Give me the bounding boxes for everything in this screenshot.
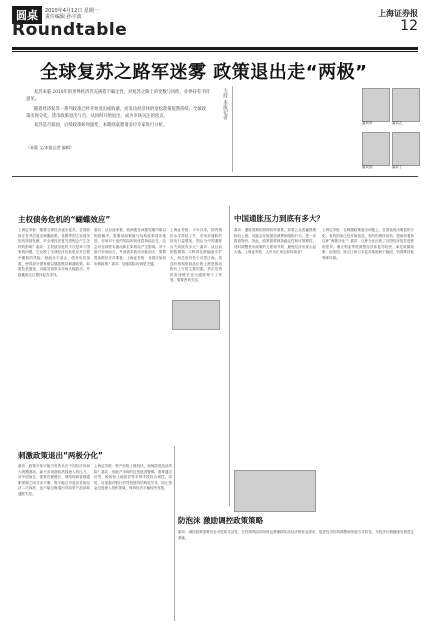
column-divider bbox=[174, 446, 175, 621]
host-label: 主持 本报记者 bbox=[222, 88, 228, 120]
intro-paragraph: 复苏是否稳固，后续政策如何演变，本期圆桌邀请多位专家进行分析。 bbox=[34, 123, 168, 129]
column-divider bbox=[229, 206, 230, 506]
header-rule-thin bbox=[12, 51, 418, 52]
section-title-en: Roundtable bbox=[12, 20, 128, 40]
article-column: 嘉宾：政策分化可能引发资本在不同经济体间大规模流动，新兴市场面临热钱流入的压力。对中国而言，需要在保增长、调结构和管理通胀预期之间寻求平衡，既不能过早退出导致经济二次探底，也不能过晚退出导致资产泡沫和通胀失控。 bbox=[18, 464, 90, 496]
article-column: 嘉宾：通胀预期的管理同样重要。如果公众普遍预期物价上涨，可能会导致提前消费和囤积行为，进一步推高物价。因此，政策需要保持稳定性和可预期性，适时调整货币政策的力度和节奏，避免经济出现大起大落。上海证券报：人民币汇率会如何演变？ bbox=[234, 228, 316, 255]
guest-name: 嘉宾乙 bbox=[392, 121, 403, 125]
date-line: 2010年4月12日 星期一 bbox=[45, 8, 99, 14]
article-column: 嘉宾：从目前来看，欧洲债务问题短期内难以彻底解决，需要财政紧缩与结构改革同步推进。市场对于违约风险的担忧将持续存在，这会对全球资本流动和汇率格局产生影响。对于新兴市场而言，外部需求波动可能加大，需要提前做好应对准备。上海证券报：各国应如何协调政策？嘉宾：加强国际协调是关键。 bbox=[94, 228, 166, 266]
article-column: 嘉宾：调控政策需要有针对性和灵活性，在控制风险的同时也要兼顾实体经济的资金需求，促进经济结构调整和发展方式转变，为经济长期健康发展奠定基础。 bbox=[178, 530, 414, 540]
section-title: 主权债务危机的“蝴蝶效应” bbox=[18, 215, 111, 224]
guest-photo bbox=[392, 88, 420, 122]
editor-line: 责任编辑 孙宇波 bbox=[45, 14, 82, 20]
guest-name: 嘉宾甲 bbox=[362, 121, 373, 125]
section-title: 中国通胀压力到底有多大？ bbox=[234, 214, 324, 223]
main-headline: 全球复苏之路军迷雾 政策退出走“两极” bbox=[40, 62, 368, 83]
section-rule bbox=[12, 176, 418, 177]
section-title: 刺激政策退出“两极分化” bbox=[18, 451, 103, 460]
guest-photo bbox=[362, 88, 390, 122]
article-column: 上海证券报：随着全球经济逐步复苏，各国政府正在考虑退出刺激政策。希腊等国主权债务危机持续发酵，对全球经济复苏进程会产生怎样的影响？嘉宾：主权债务危机不仅是单个国家的问题，它反映了全球经济在危机应对过程中累积的风险。财政赤字高企、债务负担加重，使得部分国家难以继续维持刺激政策。如果危机蔓延，可能导致资本市场大幅波动，并拖累欧元区整体复苏步伐。 bbox=[18, 228, 90, 277]
header-rule bbox=[12, 47, 418, 50]
guest-photo bbox=[362, 132, 390, 166]
intro-text bbox=[26, 89, 210, 129]
section-label: 圆桌 bbox=[12, 6, 42, 24]
newspaper-brand: 上海证券报 bbox=[378, 8, 418, 18]
page-header bbox=[12, 6, 418, 48]
article-column: 上海证券报：资产价格上涨较快，如何防范泡沫风险？嘉宾：房地产市场的过热值得警惕，需要通过信贷、税收和土地供应等多种手段综合调控。同时，应加强对银行信贷投放的结构性引导，防止资金过度流入投机领域，保持经济平稳较快发展。 bbox=[94, 464, 172, 491]
column-divider bbox=[232, 86, 233, 172]
guest-photo bbox=[392, 132, 420, 166]
issue-date bbox=[45, 8, 115, 20]
intro-note: （本版 文/本报记者 编辑） bbox=[26, 145, 74, 150]
guest-portrait bbox=[234, 470, 316, 512]
page-number: 12 bbox=[400, 18, 418, 34]
intro-paragraph: 随着经济复苏一系列政策已经开始退出或收紧，而发达经济体的宽松政策依然持续，全球政策出现分化。货币政策退出与否，从何时开始退出，成为市场关注的焦点。 bbox=[26, 106, 206, 119]
guest-name: 嘉宾丙 bbox=[362, 165, 373, 169]
article-column: 上海证券报：今年以来，国内物价水平持续上升，市场对通胀的担忧日益增加。您认为中国通胀压力到底有多大？嘉宾：从目前的数据看，CPI同比涨幅逐步扩大，但总体仍处于可控区间。食品价格和资源品价格上涨是推动物价上行的主要因素。货币信贷的高速增长也为通胀埋下了伏笔，需要密切关注。 bbox=[170, 228, 222, 283]
section-title: 防泡沫 激励调控政策策略 bbox=[178, 516, 264, 525]
guest-portrait bbox=[172, 300, 220, 330]
article-column: 上海证券报：在刺激政策退出问题上，各国表现出明显的分化，有的国家已经开始加息，有的仍维持宽松。您如何看待这种“两极分化”？嘉宾：这种分化反映了各国经济复苏进度的差异。澳大利亚等资源型经济体复苏较快，率先收紧政策；而美国、欧元区和日本复苏基础尚不稳固，仍需维持低利率环境。 bbox=[322, 228, 414, 260]
intro-paragraph: 复苏来临 2010年的世界经济仍充满着不确定性，对复苏之路上的变数与风险，业界持有不同意见。 bbox=[26, 90, 210, 103]
guest-name: 嘉宾丁 bbox=[392, 165, 403, 169]
